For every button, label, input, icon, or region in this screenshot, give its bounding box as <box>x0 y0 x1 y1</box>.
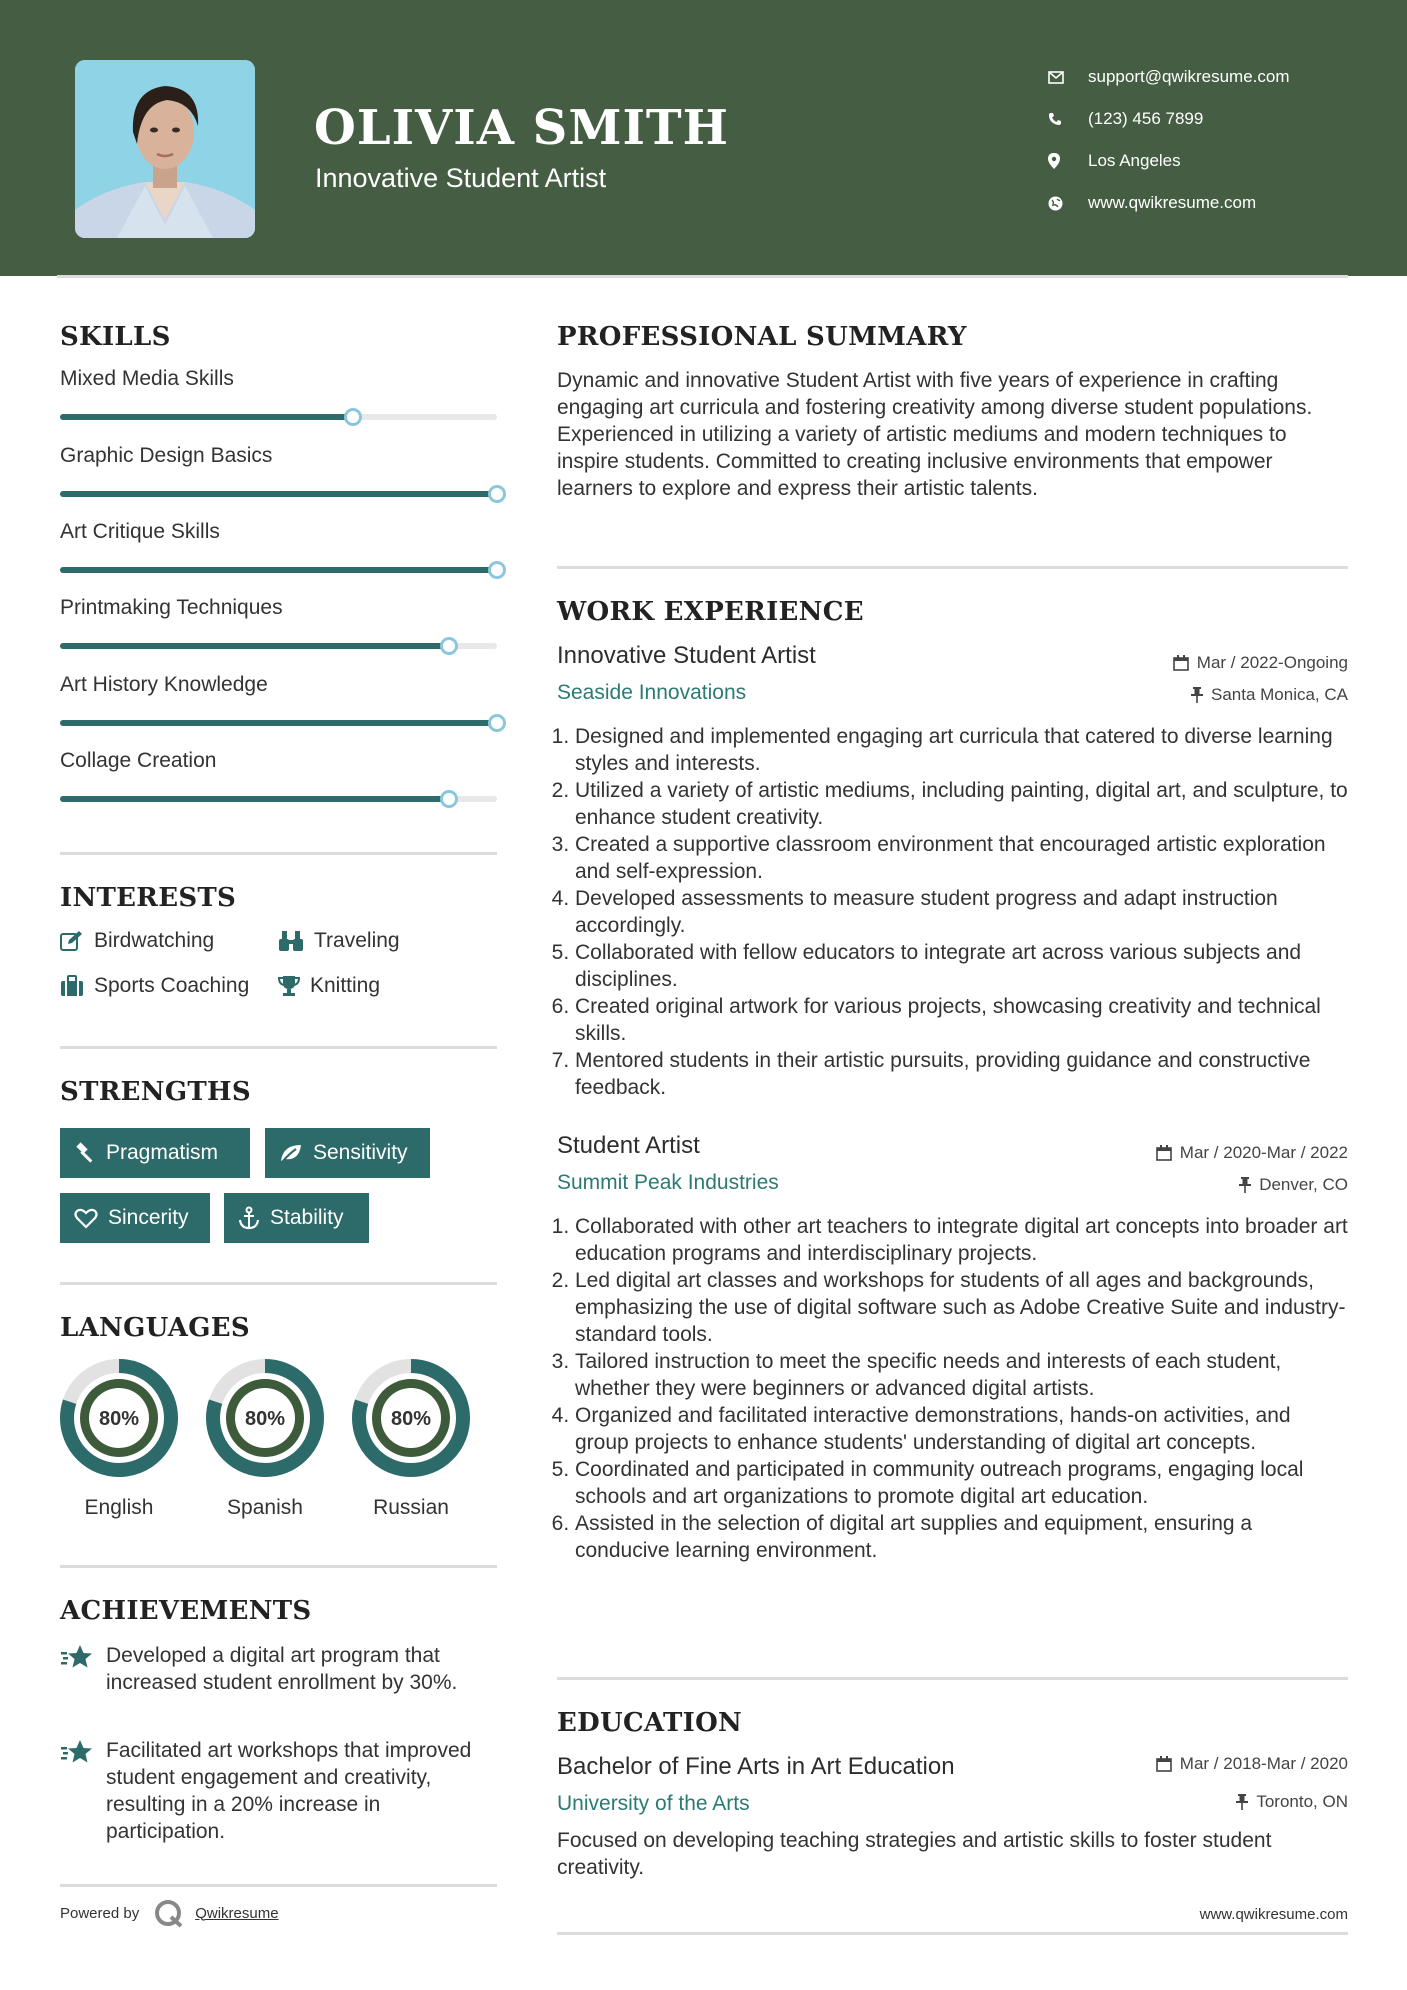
language-item <box>350 1357 472 1520</box>
education-date: Mar / 2018-Mar / 2020 <box>1156 1754 1348 1774</box>
skill-bar-knob <box>440 637 458 655</box>
language-percent: 80% <box>244 1408 286 1430</box>
language-ring <box>350 1357 472 1479</box>
candidate-title: Innovative Student Artist <box>315 163 607 193</box>
summary-heading: PROFESSIONAL SUMMARY <box>557 322 967 352</box>
footer-url[interactable]: www.qwikresume.com <box>1199 1906 1348 1923</box>
candidate-name: OLIVIA SMITH <box>314 100 729 156</box>
trophy-icon <box>278 975 300 997</box>
language-label: English <box>84 1496 154 1519</box>
language-percent: 80% <box>390 1408 432 1430</box>
contact-phone[interactable]: (123) 456 7899 <box>1048 98 1290 140</box>
strengths-heading: STRENGTHS <box>60 1077 251 1107</box>
skill-bar <box>60 567 497 573</box>
language-label: Spanish <box>227 1496 303 1519</box>
leaf-icon <box>279 1143 303 1163</box>
skill-bar-fill <box>60 796 449 802</box>
language-item <box>58 1357 180 1520</box>
skill-label: Printmaking Techniques <box>60 596 283 619</box>
calendar-icon <box>1156 1756 1172 1772</box>
list-item: 6. Created original artwork for various projects, showcasing creativity and technical skills. <box>575 993 1349 1047</box>
job-responsibilities <box>557 1213 1349 1564</box>
skill-bar-knob <box>488 561 506 579</box>
profile-photo <box>75 60 255 238</box>
language-item <box>204 1357 326 1520</box>
experience-heading: WORK EXPERIENCE <box>557 597 864 627</box>
education-location: Toronto, ON <box>1236 1792 1348 1812</box>
anchor-icon <box>238 1206 260 1230</box>
skill-bar-fill <box>60 720 497 726</box>
job-title: Innovative Student Artist <box>557 642 816 669</box>
summary-text: Dynamic and innovative Student Artist with five years of experience in crafting engaging art curricula and fostering creativity among diverse student populations. Experienced in utilizing a variety of artistic mediums and modern techniques to inspire students. Committed to creating inclusive environments that empower learners to explore and express their artistic talents. <box>557 369 1313 500</box>
skill-bar <box>60 414 497 420</box>
list-item: 3. Created a supportive classroom environment that encouraged artistic exploration and self-expression. <box>575 831 1349 885</box>
contact-list <box>1048 56 1290 224</box>
list-item: 5. Collaborated with fellow educators to integrate art across various subjects and disciplines. <box>575 939 1349 993</box>
job-date: Mar / 2022-Ongoing <box>1173 653 1348 673</box>
skill-bar-fill <box>60 491 497 497</box>
list-item: 5. Coordinated and participated in community outreach programs, engaging local schools and art organizations to promote digital art education. <box>575 1456 1349 1510</box>
skills-heading: SKILLS <box>60 322 171 352</box>
suitcase-icon <box>60 975 84 997</box>
section-divider <box>60 1565 497 1568</box>
skill-bar <box>60 643 497 649</box>
skill-label: Art Critique Skills <box>60 520 220 543</box>
job-responsibilities <box>557 723 1349 1101</box>
strength-badge: Sincerity <box>60 1193 210 1243</box>
strength-badge: Sensitivity <box>265 1128 430 1178</box>
star-icon <box>60 1644 94 1670</box>
language-label: Russian <box>373 1496 449 1519</box>
powered-by: Powered by Qwikresume <box>60 1898 279 1928</box>
list-item: 3. Tailored instruction to meet the specific needs and interests of each student, whether they were beginners or advanced digital artists. <box>575 1348 1349 1402</box>
skill-label: Collage Creation <box>60 749 217 772</box>
company-name: Seaside Innovations <box>557 681 747 704</box>
job-location: Santa Monica, CA <box>1191 685 1348 705</box>
gavel-icon <box>74 1142 96 1164</box>
list-item: 7. Mentored students in their artistic pursuits, providing guidance and constructive feedback. <box>575 1047 1349 1101</box>
interests-heading: INTERESTS <box>60 883 237 913</box>
pushpin-icon <box>1191 687 1203 703</box>
skill-bar-knob <box>440 790 458 808</box>
skill-bar-fill <box>60 414 353 420</box>
location-pin-icon <box>1048 153 1088 169</box>
skill-bar-knob <box>488 485 506 503</box>
company-name: Summit Peak Industries <box>557 1171 779 1194</box>
header-divider <box>57 275 1348 278</box>
skill-bar-knob <box>344 408 362 426</box>
pushpin-icon <box>1236 1794 1248 1810</box>
section-divider <box>60 852 497 855</box>
heart-icon <box>74 1207 98 1229</box>
skill-bar-fill <box>60 643 449 649</box>
achievement-item: Developed a digital art program that increased student enrollment by 30%. <box>60 1642 500 1696</box>
list-item: 1. Collaborated with other art teachers to integrate digital art concepts into broader art education programs and interdisciplinary projects. <box>575 1213 1349 1267</box>
achievements-heading: ACHIEVEMENTS <box>60 1596 312 1626</box>
list-item: 4. Developed assessments to measure student progress and adapt instruction accordingly. <box>575 885 1349 939</box>
strength-badge: Stability <box>224 1193 369 1243</box>
qwikresume-link[interactable]: Qwikresume <box>195 1904 279 1922</box>
envelope-icon <box>1048 71 1088 84</box>
list-item: 1. Designed and implemented engaging art curricula that catered to diverse learning styles and interests. <box>575 723 1349 777</box>
section-divider <box>60 1884 497 1887</box>
list-item: 4. Organized and facilitated interactive demonstrations, hands-on activities, and group projects to enhance students' understanding of digital art concepts. <box>575 1402 1349 1456</box>
degree-title: Bachelor of Fine Arts in Art Education <box>557 1753 955 1780</box>
achievement-item: Facilitated art workshops that improved student engagement and creativity, resulting in a 20% increase in participation. <box>60 1737 500 1845</box>
education-description: Focused on developing teaching strategies and artistic skills to foster student creativity. <box>557 1829 1272 1879</box>
star-icon <box>60 1739 94 1765</box>
calendar-icon <box>1173 655 1189 671</box>
list-item: 2. Led digital art classes and workshops for students of all ages and backgrounds, emphasizing the use of digital software such as Adobe Creative Suite and industry-standard tools. <box>575 1267 1349 1348</box>
header-banner <box>0 0 1407 276</box>
strength-badge: Pragmatism <box>60 1128 250 1178</box>
language-ring <box>58 1357 180 1479</box>
skill-label: Mixed Media Skills <box>60 367 234 390</box>
job-location: Denver, CO <box>1239 1175 1348 1195</box>
language-ring <box>204 1357 326 1479</box>
calendar-icon <box>1156 1145 1172 1161</box>
section-divider <box>557 1932 1348 1935</box>
interest-item: Knitting <box>278 974 380 998</box>
qwikresume-logo-icon <box>153 1898 187 1928</box>
education-heading: EDUCATION <box>557 1708 743 1738</box>
pencil-square-icon <box>60 930 84 952</box>
phone-icon <box>1048 112 1088 126</box>
skill-label: Art History Knowledge <box>60 673 268 696</box>
interest-item: Sports Coaching <box>60 974 249 998</box>
binoculars-icon <box>278 930 304 952</box>
interest-item: Birdwatching <box>60 929 214 953</box>
section-divider <box>60 1046 497 1049</box>
contact-location: Los Angeles <box>1048 140 1290 182</box>
school-name: University of the Arts <box>557 1792 750 1815</box>
interest-item: Traveling <box>278 929 400 953</box>
section-divider <box>557 1677 1348 1680</box>
contact-email[interactable]: support@qwikresume.com <box>1048 56 1290 98</box>
skill-bar <box>60 720 497 726</box>
job-date: Mar / 2020-Mar / 2022 <box>1156 1143 1348 1163</box>
language-percent: 80% <box>98 1408 140 1430</box>
globe-icon <box>1048 196 1088 211</box>
languages-heading: LANGUAGES <box>60 1313 250 1343</box>
contact-website[interactable]: www.qwikresume.com <box>1048 182 1290 224</box>
list-item: 2. Utilized a variety of artistic mediums, including painting, digital art, and sculpture, to enhance student creativity. <box>575 777 1349 831</box>
skill-bar-knob <box>488 714 506 732</box>
skill-bar <box>60 796 497 802</box>
skill-bar-fill <box>60 567 497 573</box>
job-title: Student Artist <box>557 1132 700 1159</box>
skill-bar <box>60 491 497 497</box>
section-divider <box>557 566 1348 569</box>
list-item: 6. Assisted in the selection of digital art supplies and equipment, ensuring a conducive learning environment. <box>575 1510 1349 1564</box>
pushpin-icon <box>1239 1177 1251 1193</box>
skill-label: Graphic Design Basics <box>60 444 273 467</box>
section-divider <box>60 1282 497 1285</box>
